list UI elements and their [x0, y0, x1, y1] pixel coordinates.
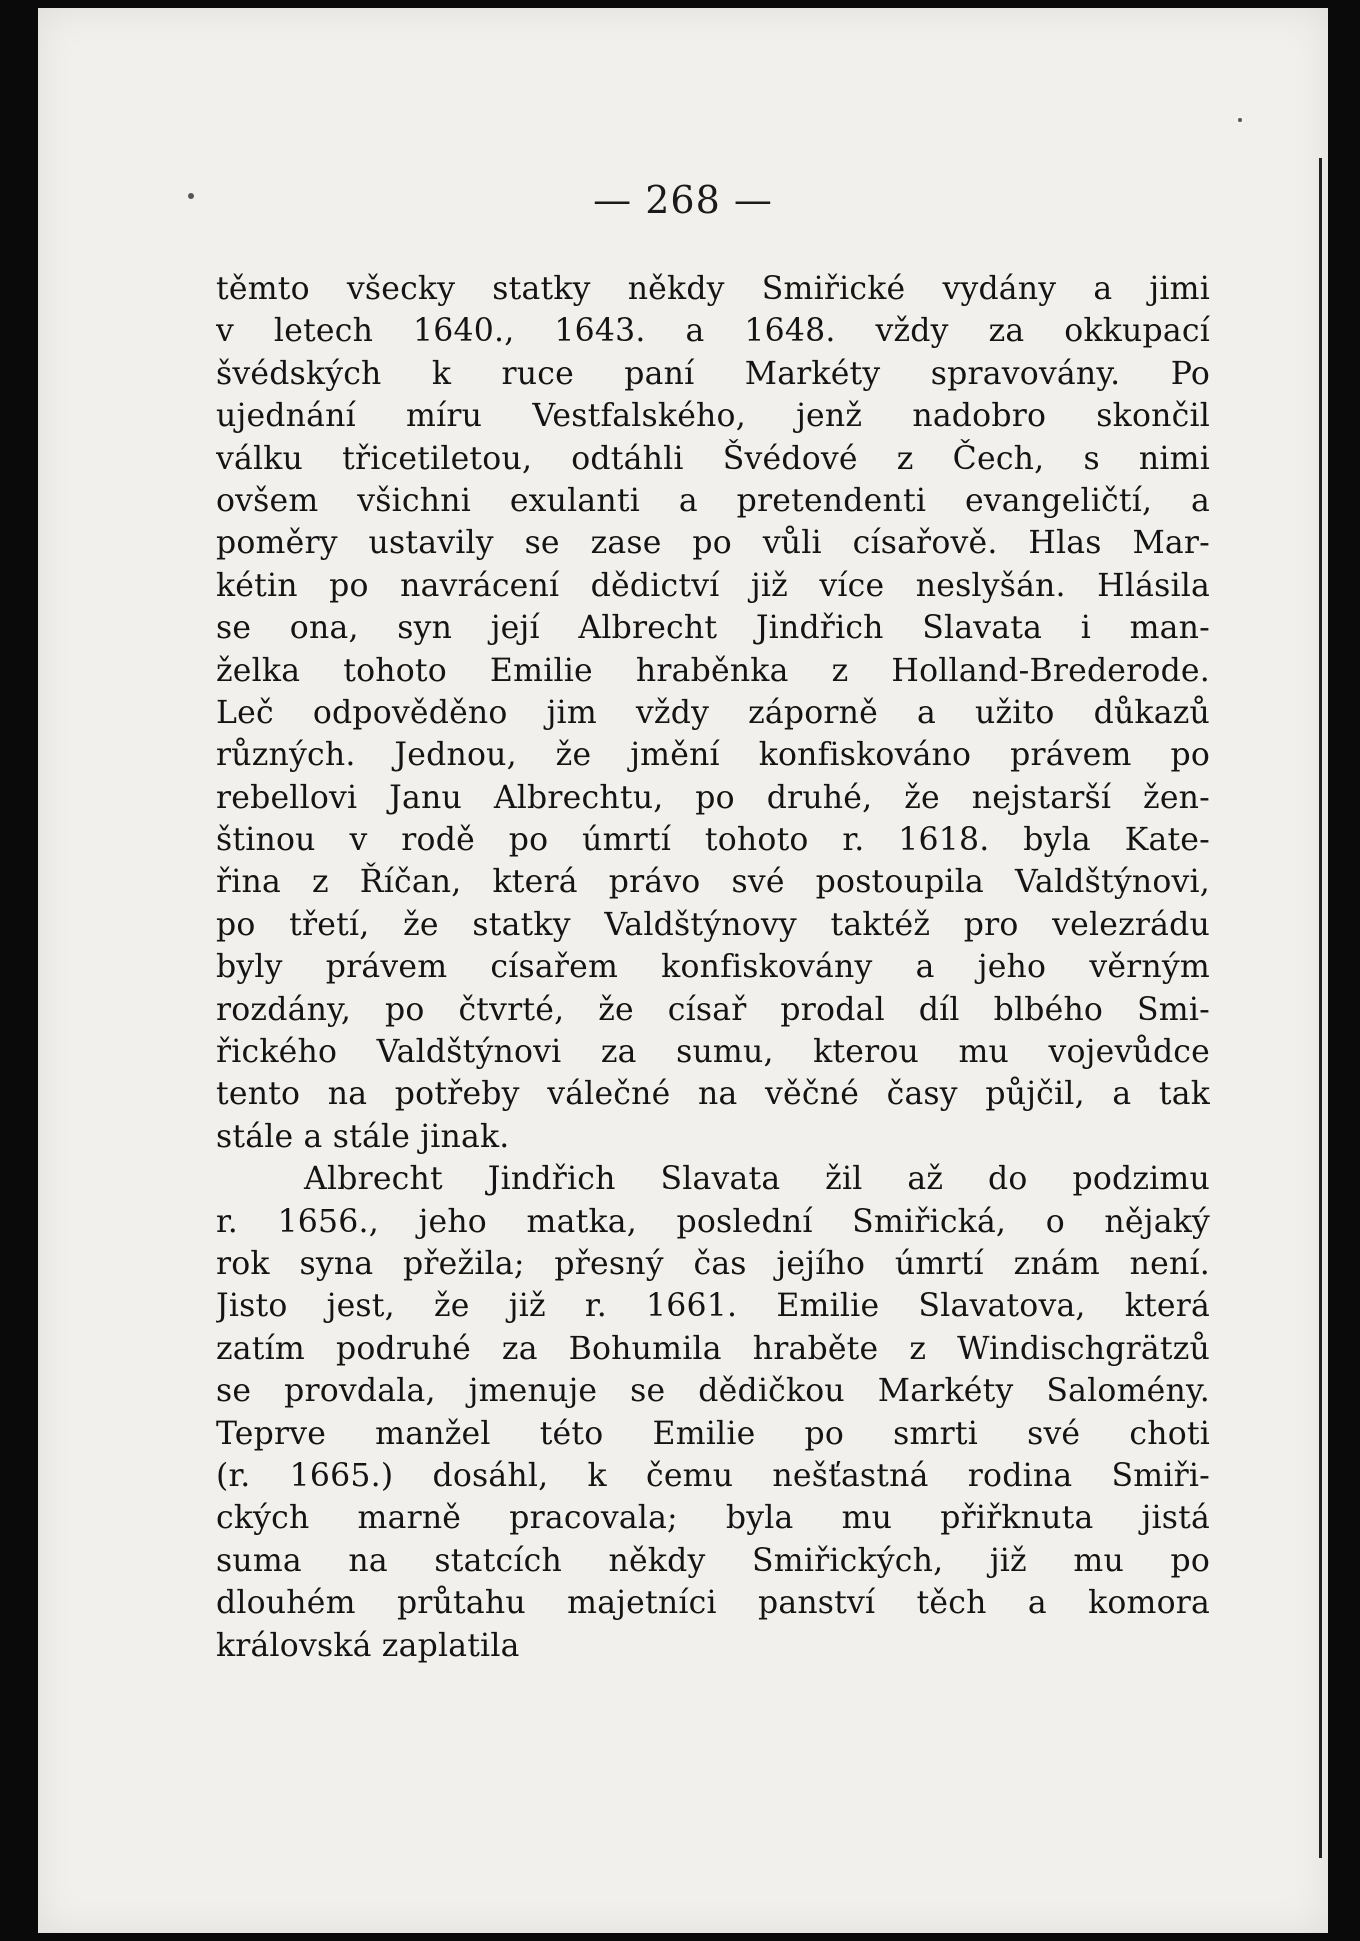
text-line: různých. Jednou, že jmění konfiskováno právem po: [216, 737, 1210, 774]
page-number: — 268 —: [593, 178, 773, 222]
print-speck: [1238, 118, 1242, 122]
text-line: Jisto jest, že již r. 1661. Emilie Slavatova, která: [216, 1288, 1210, 1325]
text-line: stále a stále jinak.: [216, 1118, 510, 1155]
text-line: těmto všecky statky někdy Smiřické vydány a jimi: [216, 271, 1210, 307]
scan-border: [1328, 0, 1360, 1941]
text-line: Teprve manžel této Emilie po smrti své choti: [216, 1415, 1210, 1452]
print-speck: [188, 193, 194, 199]
text-line: želka tohoto Emilie hraběnka z Holland-Brederode.: [216, 652, 1210, 689]
text-line: švédských k ruce paní Markéty spravovány. Po: [216, 355, 1210, 392]
text-line: štinou v rodě po úmrtí tohoto r. 1618. byla Kate-: [216, 822, 1210, 859]
text-line: rozdány, po čtvrté, že císař prodal díl blbého Smi-: [216, 991, 1210, 1028]
text-line: (r. 1665.) dosáhl, k čemu nešťastná rodina Smiři-: [216, 1457, 1210, 1494]
text-line: suma na statcích někdy Smiřických, již mu po: [216, 1542, 1210, 1579]
text-line: dlouhém průtahu majetníci panství těch a komora: [216, 1585, 1210, 1622]
text-line: se provdala, jmenuje se dědičkou Markéty Salomény.: [216, 1373, 1210, 1410]
text-line: řického Valdštýnovi za sumu, kterou mu vojevůdce: [216, 1034, 1210, 1071]
page-edge-shadow: [1319, 158, 1322, 1858]
text-line: ujednání míru Vestfalského, jenž nadobro skončil: [216, 398, 1210, 435]
text-line: tento na potřeby válečné na věčné časy půjčil, a tak: [216, 1076, 1210, 1113]
text-line: rok syna přežila; přesný čas jejího úmrtí znám není.: [216, 1245, 1210, 1282]
text-line: po třetí, že statky Valdštýnovy taktéž pro velezrádu: [216, 906, 1210, 943]
text-line: řina z Říčan, která právo své postoupila Valdštýnovi,: [216, 864, 1210, 901]
text-line: Albrecht Jindřich Slavata žil až do podzimu: [304, 1161, 1210, 1198]
text-line: válku třicetiletou, odtáhli Švédové z Čech, s nimi: [216, 440, 1210, 477]
text-line: Leč odpověděno jim vždy záporně a užito důkazů: [216, 694, 1210, 731]
text-line: rebellovi Janu Albrechtu, po druhé, že nejstarší žen-: [216, 779, 1210, 816]
body-text: [216, 268, 1210, 1667]
book-page: [38, 8, 1328, 1933]
text-line: ckých marně pracovala; byla mu přiřknuta jistá: [216, 1500, 1210, 1537]
text-line: královská zaplatila: [216, 1627, 520, 1664]
text-line: se ona, syn její Albrecht Jindřich Slavata i man-: [216, 610, 1210, 647]
text-line: v letech 1640., 1643. a 1648. vždy za okkupací: [216, 313, 1210, 350]
text-line: ovšem všichni exulanti a pretendenti evangeličtí, a: [216, 482, 1210, 519]
text-line: poměry ustavily se zase po vůli císařově. Hlas Mar-: [216, 525, 1210, 562]
text-line: kétin po navrácení dědictví již více neslyšán. Hlásila: [216, 567, 1210, 604]
text-line: r. 1656., jeho matka, poslední Smiřická, o nějaký: [216, 1203, 1210, 1240]
text-line: zatím podruhé za Bohumila hraběte z Windischgrätzů: [216, 1330, 1210, 1367]
text-line: byly právem císařem konfiskovány a jeho věrným: [216, 949, 1210, 986]
